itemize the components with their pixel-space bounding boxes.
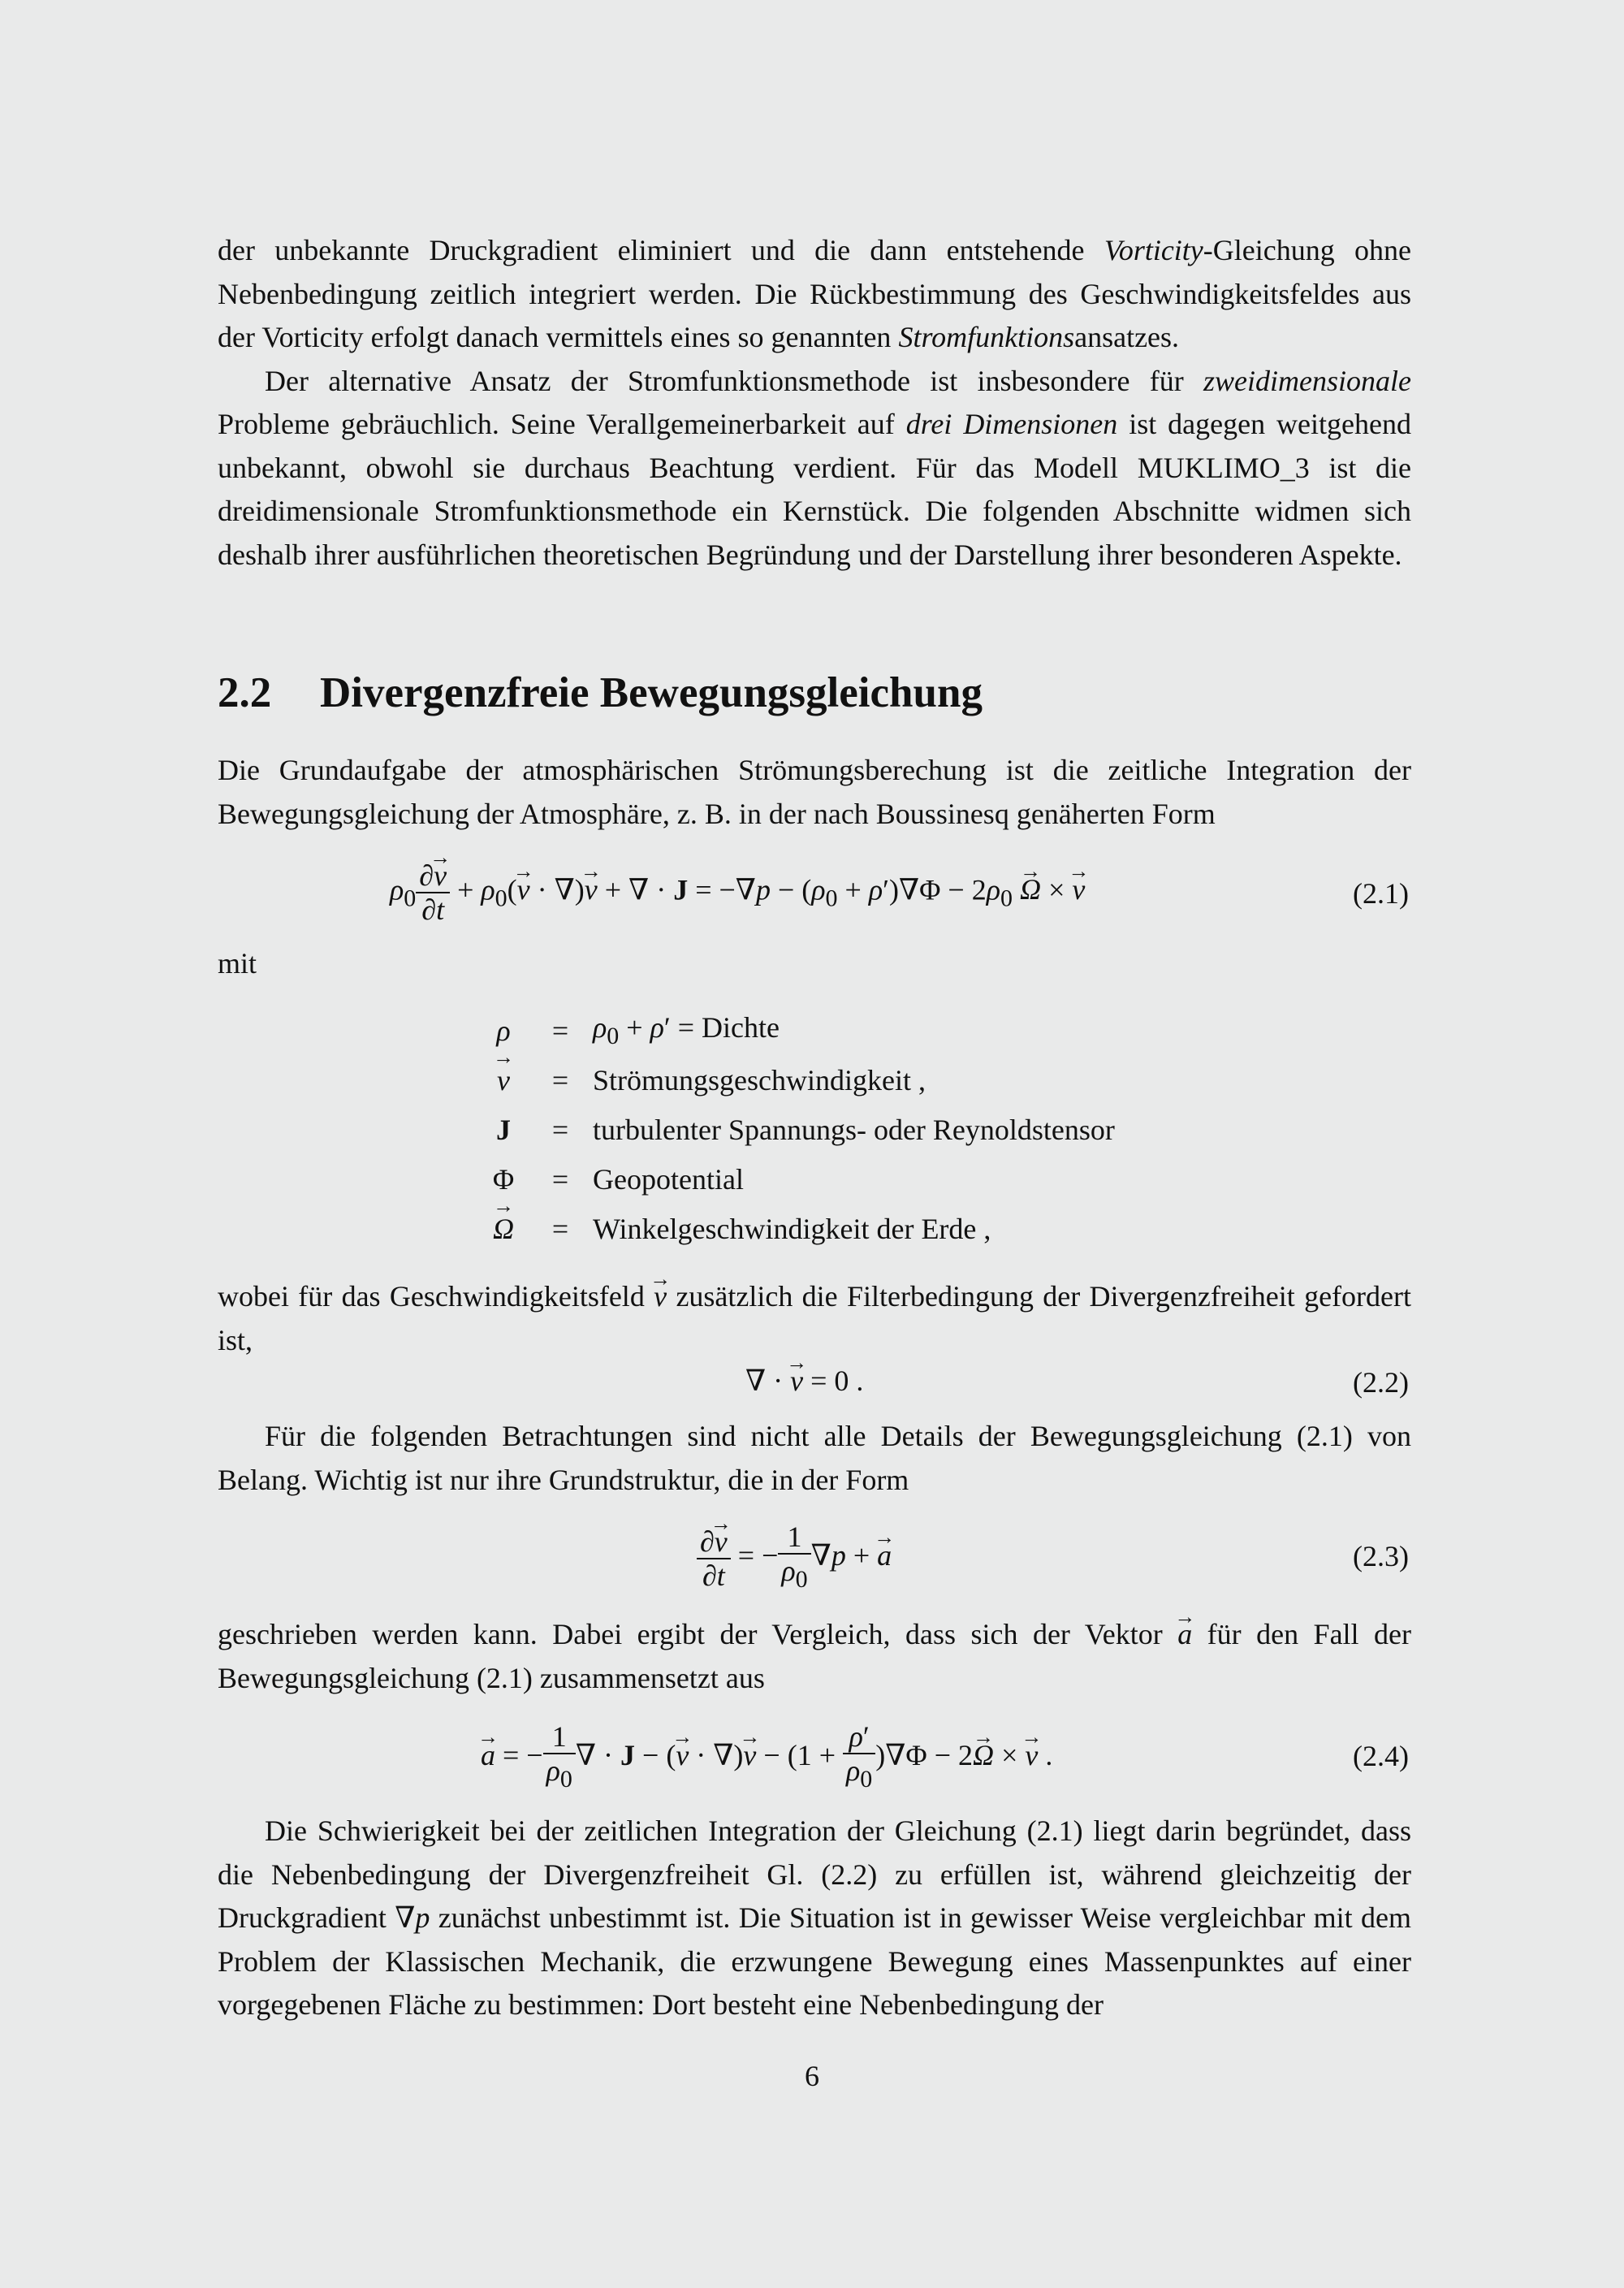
equation-2-1-label: (2.1) (1353, 877, 1409, 910)
intro-text (218, 229, 1411, 577)
definition-row: Φ = Geopotential (492, 1162, 744, 1196)
paragraph-7: Die Schwierigkeit bei der zeitlichen Integration der Gleichung (2.1) liegt darin begründet, dass die Nebenbedingung der Divergenzfreiheit Gl. (2.2) zu erfüllen ist, während gleichzeitig der Druckgradient ∇p zunächst unbestimmt ist. Die Situation ist in gewisser Weise vergleichbar mit dem Problem der Klassischen Mechanik, die erzwungene Bewegung eines Massenpunktes auf einer vorgegebenen Fläche zu bestimmen: Dort besteht eine Nebenbedingung der (218, 1814, 1411, 2021)
paragraph-3: Die Grundaufgabe der atmosphärischen Strömungsberechung ist die zeitliche Integration der Bewegungsgleichung der Atmosphäre, z. B. in der nach Boussinesq genäherten Form (218, 754, 1411, 830)
section-heading (218, 664, 983, 721)
mit-label: mit (218, 947, 257, 980)
definitions-list (479, 1006, 1115, 1253)
section-title: Divergenzfreie Bewegungsgleichung (320, 669, 983, 716)
paragraph-4: wobei für das Geschwindigkeitsfeld → v zusätzlich die Filterbedingung der Divergenzfreiheit gefordert ist, (218, 1275, 1411, 1362)
equation-2-2-label: (2.2) (1353, 1366, 1409, 1399)
equation-2-3: $\frac{\partial\to v}{\partial t}$ = − $\frac{1}{\rho_0}$ ∇p + → a (697, 1520, 892, 1596)
paragraph-5: Für die folgenden Betrachtungen sind nicht alle Details der Bewegungsgleichung (2.1) von Belang. Wichtig ist nur ihre Grundstruktur, die in der Form (218, 1420, 1411, 1496)
page-number: 6 (805, 2060, 819, 2092)
paragraph-6: geschrieben werden kann. Dabei ergibt der Vergleich, dass sich der Vektor → a für den Fall der Bewegungsgleichung (2.1) zusammensetzt aus (218, 1613, 1411, 1700)
definition-row: → v = Strömungsgeschwindigkeit , (479, 1055, 1115, 1105)
equation-2-4-label: (2.4) (1353, 1740, 1409, 1772)
definition-row: → Ω = Winkelgeschwindigkeit der Erde , (479, 1204, 1115, 1253)
definition-row: J = turbulenter Spannungs- oder Reynoldstensor (496, 1113, 1115, 1146)
equation-2-3-label: (2.3) (1353, 1540, 1409, 1572)
section-number: 2.2 (218, 669, 272, 716)
definition-row: ρ = $\rho_0 + \rho'$ = Dichte (496, 1010, 780, 1050)
equation-2-2: ∇ · → v = 0 . (745, 1365, 863, 1397)
paragraph-2: Der alternative Ansatz der Stromfunktionsmethode ist insbesondere für zweidimensionale Probleme gebräuchlich. Seine Verallgemeinerbarkeit auf drei Dimensionen ist dagegen weitgehend unbekannt, obwohl sie durchaus Beachtung verdient. Für das Modell MUKLIMO_3 ist die dreidimensionale Stromfunktionsmethode ein Kernstück. Die folgenden Abschnitte widmen sich deshalb ihrer ausführlichen theoretischen Begründung und der Darstellung ihrer besonderen Aspekte. (218, 364, 1411, 571)
equation-2-4: → a = − $\frac{1}{\rho_0}$ ∇ · J − (→ v · ∇)→ v − (1 + $\frac{\rho'}{\rho_0}$ )∇Φ − 2→ Ω × → v . (481, 1720, 1052, 1796)
paragraph-1: der unbekannte Druckgradient eliminiert und die dann entstehende Vorticity-Gleichung ohne Nebenbedingung zeitlich integriert werden. Die Rückbestimmung des Geschwindigkeitsfeldes aus der Vorticity erfolgt danach vermittels eines so genannten Stromfunktionsansatzes. (218, 234, 1411, 353)
equation-2-1: $\rho_0$ $\frac{\partial\to v}{\partial t}$ + $\rho_0(\to v$ · ∇)→ v + ∇ · $J = -\nabla p - (\rho_0 + \rho')\nabla\Phi - 2\rho_0 \to \Omega$ × → v (390, 859, 1085, 926)
